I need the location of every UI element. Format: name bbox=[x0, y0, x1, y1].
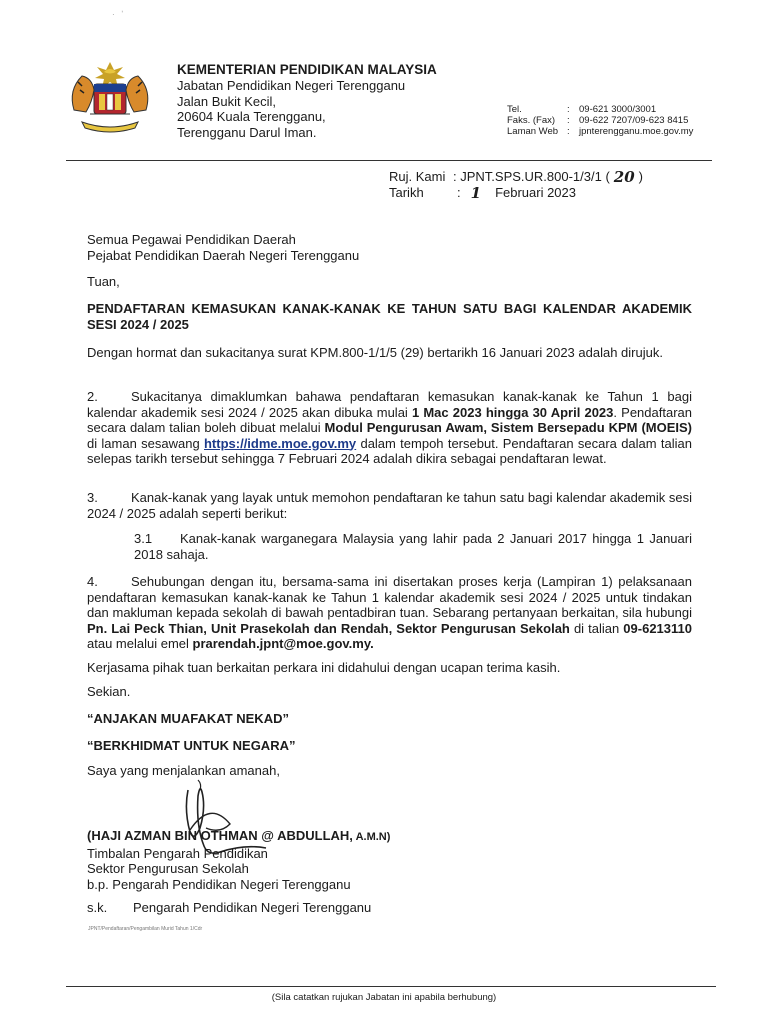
trust-line: Saya yang menjalankan amanah, bbox=[87, 763, 280, 778]
department-address bbox=[177, 78, 405, 140]
contact-email[interactable]: prarendah.jpnt@moe.gov.my. bbox=[192, 636, 374, 651]
salutation: Tuan, bbox=[87, 274, 120, 289]
reference-block bbox=[389, 169, 643, 201]
reference-row bbox=[389, 169, 643, 185]
address-line: Jalan Bukit Kecil, bbox=[177, 93, 276, 109]
paragraph-number: 4. bbox=[87, 574, 98, 589]
date-row bbox=[389, 185, 643, 201]
ministry-name: KEMENTERIAN PENDIDIKAN MALAYSIA bbox=[177, 62, 437, 77]
scan-marks: · ʼ bbox=[112, 10, 124, 19]
subject-heading: PENDAFTARAN KEMASUKAN KANAK-KANAK KE TAHUN SATU BAGI KALENDAR AKADEMIK SESI 2024 / 2025 bbox=[87, 301, 692, 332]
idme-link[interactable]: https://idme.moe.gov.my bbox=[203, 435, 357, 451]
date-label: Tarikh bbox=[389, 185, 424, 200]
registration-period: 1 Mac 2023 hingga 30 April 2023 bbox=[411, 404, 614, 420]
signatory-title: Timbalan Pengarah Pendidikan bbox=[87, 845, 268, 861]
paragraph-2: 2. Sukacitanya dimaklumkan bahawa pendaftaran kemasukan kanak-kanak ke Tahun 1 bagi kalendar akademik sesi 2024 / 2025 akan dibuka mulai 1 Mac 2023 hingga 30 April 2023. Pendaftaran secara dalam talian boleh dibuat melalui Modul Pengurusan Awam, Sistem Bersepadu KPM (MOEIS) di laman sesawang https://idme.moe.gov.my dalam tempoh tersebut. Pendaftaran secara dalam talian selepas tarikh tersebut sehingga 7 Februari 2024 adalah dikira sebagai pendaftaran lewat. bbox=[87, 389, 692, 466]
date-colon: : bbox=[457, 185, 461, 200]
contact-value: 09-621 3000/3001 bbox=[579, 104, 657, 115]
signatory-sector: Sektor Pengurusan Sekolah bbox=[87, 861, 249, 876]
address-line: Jabatan Pendidikan Negeri Terengganu bbox=[177, 78, 406, 93]
coat-of-arms-icon bbox=[60, 60, 160, 136]
motto-berkhidmat: “BERKHIDMAT UNTUK NEGARA” bbox=[87, 738, 296, 753]
contact-value[interactable]: jpnterengganu.moe.gov.my bbox=[579, 126, 694, 137]
signatory-name: (HAJI AZMAN BIN OTHMAN @ ABDULLAH, bbox=[87, 828, 353, 843]
contact-value: 09-622 7207/09-623 8415 bbox=[579, 115, 689, 126]
contact-person: Pn. Lai Peck Thian, Unit Prasekolah dan Rendah, Sektor Pengurusan Sekolah bbox=[87, 620, 570, 636]
paragraph-1: Dengan hormat dan sukacitanya surat KPM.800-1/1/5 (29) bertarikh 16 Januari 2023 adalah dirujuk. bbox=[87, 345, 663, 360]
signatory-honour: A.M.N) bbox=[352, 831, 391, 843]
address-line: Terengganu Darul Iman. bbox=[177, 124, 317, 140]
file-path: JPNT/Pendaftaran/Pengambilan Murid Tahun 1/Cdr bbox=[88, 926, 203, 932]
handwritten-number: 20 bbox=[613, 168, 635, 186]
contact-row-fax: Faks. (Fax) : 09-622 7207/09-623 8415 bbox=[507, 115, 689, 126]
item-number: 3.1 bbox=[134, 531, 153, 546]
item-3-1: 3.1 Kanak-kanak warganegara Malaysia yang lahir pada 2 Januari 2017 hingga 1 Januari 2018 sahaja. bbox=[134, 531, 692, 562]
footer-divider bbox=[66, 986, 716, 987]
date-value: Februari 2023 bbox=[495, 185, 577, 200]
reference-value: : JPNT.SPS.UR.800-1/3/1 ( bbox=[453, 169, 610, 184]
signatory-on-behalf: b.p. Pengarah Pendidikan Negeri Terengganu bbox=[87, 876, 351, 892]
paragraph-number: 2. bbox=[87, 389, 98, 404]
reference-label: Ruj. Kami bbox=[389, 169, 446, 184]
sekian: Sekian. bbox=[87, 684, 131, 699]
contact-block bbox=[507, 104, 693, 137]
contact-row-web: Laman Web : jpnterengganu.moe.gov.my bbox=[507, 126, 694, 137]
contact-label: Tel. bbox=[507, 104, 522, 115]
paragraph-3: 3. Kanak-kanak yang layak untuk memohon pendaftaran ke tahun satu bagi kalendar akademik sesi 2024 / 2025 adalah seperti berikut: bbox=[87, 490, 692, 521]
recipient-line: Semua Pegawai Pendidikan Daerah bbox=[87, 232, 296, 247]
contact-phone: 09-6213110 bbox=[623, 620, 692, 636]
carbon-copy bbox=[87, 900, 692, 916]
paragraph-4: 4. Sehubungan dengan itu, bersama-sama ini disertakan proses kerja (Lampiran 1) pelaksanaan pendaftaran kemasukan kanak-kanak ke Tahun 1 kalendar akademik sesi 2024 / 2025 untuk tindakan dan makluman kepada sekolah di bawah pentadbiran tuan. Sebarang pertanyaan berkaitan, sila hubungi Pn. Lai Peck Thian, Unit Prasekolah dan Rendah, Sektor Pengurusan Sekolah di talian 09-6213110 atau melalui emel prarendah.jpnt@moe.gov.my. bbox=[87, 574, 692, 651]
signatory-block bbox=[87, 828, 692, 892]
address-line: 20604 Kuala Terengganu, bbox=[177, 109, 326, 124]
recipient-block bbox=[87, 232, 692, 263]
contact-label: Laman Web bbox=[507, 126, 559, 137]
cc-label: s.k. bbox=[87, 900, 108, 915]
closing-line: Kerjasama pihak tuan berkaitan perkara ini didahului dengan ucapan terima kasih. bbox=[87, 660, 561, 675]
handwritten-day: 1 bbox=[470, 184, 482, 202]
contact-label: Faks. (Fax) bbox=[507, 115, 556, 126]
moeis-module: Modul Pengurusan Awam, Sistem Bersepadu KPM (MOEIS) bbox=[324, 420, 692, 435]
motto-anjakan: “ANJAKAN MUAFAKAT NEKAD” bbox=[87, 711, 289, 726]
signatory-name-line bbox=[87, 828, 692, 846]
cc-value: Pengarah Pendidikan Negeri Terengganu bbox=[133, 900, 372, 915]
contact-row-tel: Tel. : 09-621 3000/3001 bbox=[507, 104, 657, 115]
header-divider bbox=[66, 160, 712, 161]
paragraph-number: 3. bbox=[87, 490, 98, 505]
reference-close: ) bbox=[638, 169, 643, 184]
recipient-line: Pejabat Pendidikan Daerah Negeri Terengganu bbox=[87, 247, 360, 263]
footer-note: (Sila catatkan rujukan Jabatan ini apabila berhubung) bbox=[271, 992, 497, 1003]
